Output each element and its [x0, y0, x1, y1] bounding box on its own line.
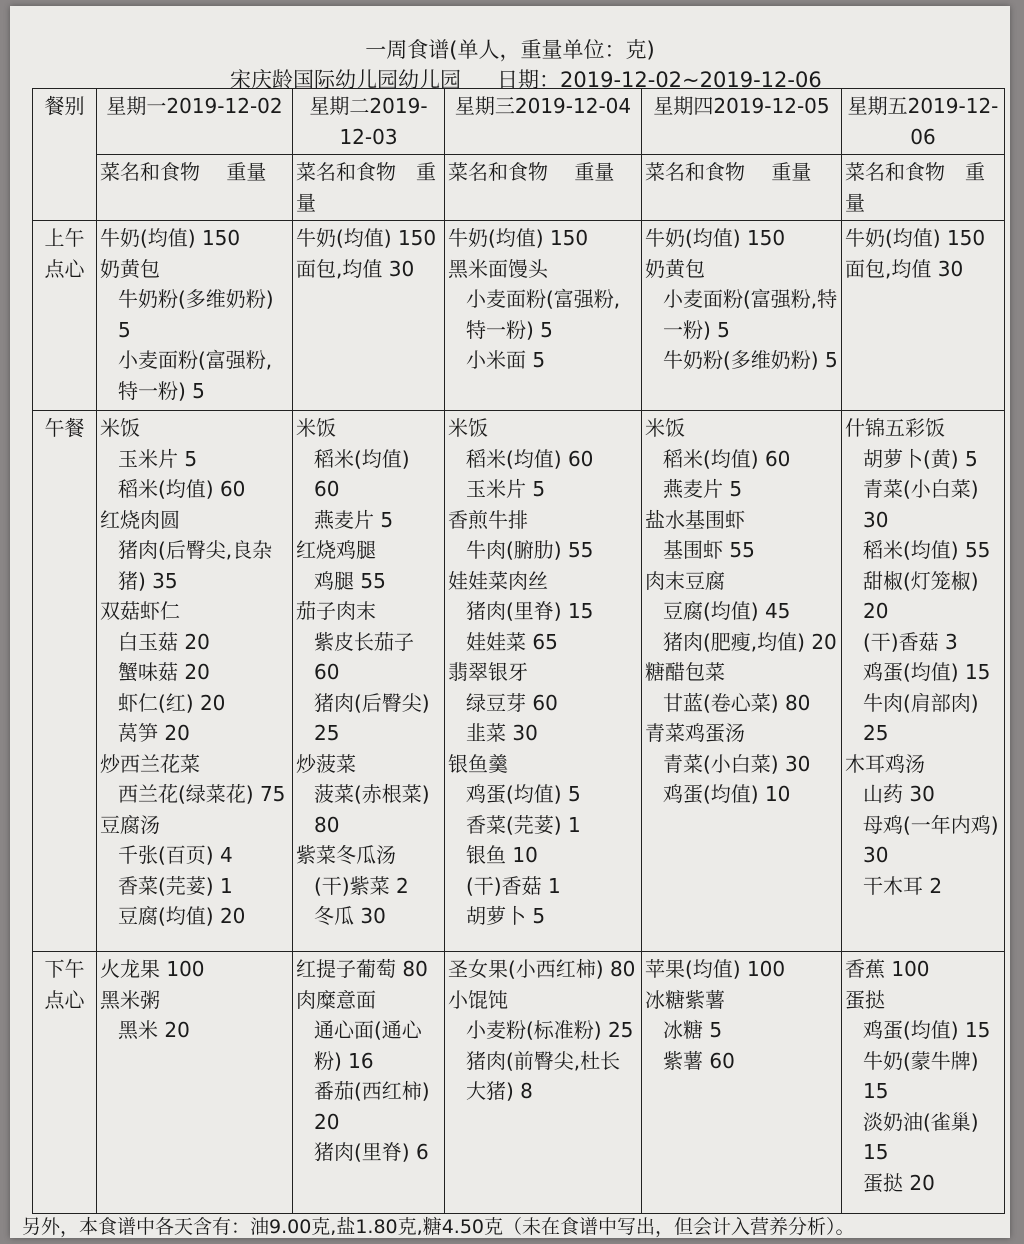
ingredient-line: 小麦面粉(富强粉,特一粉) 5: [118, 348, 273, 403]
dish-line: 冰糖紫薯: [645, 987, 725, 1012]
dish-line: 米饭: [448, 416, 488, 440]
ingredient-line: 胡萝卜(黄) 5: [863, 446, 978, 471]
ingredient-line: 胡萝卜 5: [466, 904, 546, 928]
ingredient-line: 鸡蛋(均值) 10: [663, 782, 791, 806]
ingredient-line: 莴笋 20: [118, 721, 190, 745]
document-title: 一周食谱(单人，重量单位：克): [365, 38, 655, 62]
menu-cell: [97, 411, 293, 952]
ingredient-line: 青菜(小白菜) 30: [863, 477, 979, 532]
ingredient-line: 猪肉(后臀尖) 25: [314, 690, 430, 745]
menu-cell: [97, 952, 293, 1214]
ingredient-line: 蟹味菇 20: [118, 660, 210, 684]
menu-cell: [97, 221, 293, 411]
ingredient-line: 小麦面粉(富强粉,特一粉) 5: [466, 287, 621, 342]
ingredient-line: 玉米片 5: [466, 477, 546, 501]
menu-row-morning-snack: [33, 221, 1005, 411]
dish-line: 黑米面馒头: [448, 256, 548, 281]
ingredient-line: 黑米 20: [118, 1018, 190, 1042]
dish-line: 火龙果 100: [100, 957, 205, 981]
dish-line: 翡翠银牙: [448, 660, 528, 684]
ingredient-line: 猪肉(后臀尖,良杂猪) 35: [118, 538, 273, 593]
menu-cell: [293, 411, 445, 952]
ingredient-line: 母鸡(一年内鸡) 30: [863, 812, 999, 867]
dish-line: 牛奶(均值) 150: [448, 226, 589, 250]
ingredient-line: 牛肉(腑肋) 55: [466, 538, 594, 562]
ingredient-line: 鸡腿 55: [314, 568, 386, 593]
ingredient-line: 猪肉(里脊) 15: [466, 599, 594, 623]
dish-line: 小馄饨: [448, 987, 508, 1012]
dish-line: 炒西兰花菜: [100, 751, 200, 776]
menu-cell: [642, 952, 842, 1214]
ingredient-line: 紫皮长茄子 60: [314, 629, 414, 684]
day-header: 星期一2019-12-02: [97, 89, 293, 155]
dish-line: 红烧鸡腿: [296, 538, 376, 562]
day-header: 星期四2019-12-05: [642, 89, 842, 155]
ingredient-line: 牛奶粉(多维奶粉) 5: [118, 287, 274, 342]
dish-line: 肉末豆腐: [645, 568, 725, 593]
ingredient-line: 菠菜(赤根菜) 80: [314, 782, 430, 837]
ingredient-line: 绿豆芽 60: [466, 690, 558, 715]
ingredient-line: 鸡蛋(均值) 15: [863, 1018, 991, 1042]
menu-cell: [842, 221, 1005, 411]
menu-cell: [293, 221, 445, 411]
dish-line: 炒菠菜: [296, 751, 356, 776]
dish-line: 圣女果(小西红柿) 80: [448, 957, 636, 981]
dish-line: 银鱼羹: [448, 751, 508, 776]
meal-column-header: 餐别: [33, 89, 97, 221]
ingredient-line: 银鱼 10: [466, 843, 538, 867]
ingredient-line: 甜椒(灯笼椒) 20: [863, 568, 979, 623]
dish-line: 肉糜意面: [296, 987, 376, 1012]
weekly-menu-table: [32, 88, 1005, 1214]
dish-line: 什锦五彩饭: [845, 416, 945, 440]
ingredient-line: 豆腐(均值) 20: [118, 904, 246, 928]
ingredient-line: 娃娃菜 65: [466, 629, 558, 654]
ingredient-line: 猪肉(肥瘦,均值) 20: [663, 629, 837, 654]
column-subheader: 菜名和食物 重量: [293, 155, 445, 221]
ingredient-line: (干)香菇 3: [863, 629, 958, 654]
dish-line: 苹果(均值) 100: [645, 957, 786, 981]
dish-line: 米饭: [296, 416, 336, 440]
ingredient-line: 小麦粉(标准粉) 25: [466, 1018, 634, 1042]
dish-line: 糖醋包菜: [645, 660, 725, 684]
ingredient-line: 稻米(均值) 60: [118, 477, 246, 501]
day-header: 星期五2019-12-06: [842, 89, 1005, 155]
dish-line: 奶黄包: [645, 256, 705, 281]
dish-line: 牛奶(均值) 150: [845, 226, 986, 250]
ingredient-line: 小麦面粉(富强粉,特一粉) 5: [663, 287, 838, 342]
ingredient-line: 冰糖 5: [663, 1018, 723, 1042]
menu-cell: [642, 221, 842, 411]
menu-cell: [842, 411, 1005, 952]
ingredient-line: 甘蓝(卷心菜) 80: [663, 690, 811, 715]
dish-line: 紫菜冬瓜汤: [296, 843, 396, 867]
ingredient-line: 猪肉(前臀尖,杜长大猪) 8: [466, 1048, 621, 1103]
ingredient-line: 牛奶(蒙牛牌) 15: [863, 1048, 979, 1103]
dish-line: 茄子肉末: [296, 599, 376, 623]
ingredient-line: 稻米(均值) 60: [466, 446, 594, 471]
menu-cell: [642, 411, 842, 952]
dish-line: 豆腐汤: [100, 812, 160, 837]
day-header: 星期二2019-12-03: [293, 89, 445, 155]
ingredient-line: 山药 30: [863, 782, 935, 806]
ingredient-line: 鸡蛋(均值) 15: [863, 660, 991, 684]
menu-cell: [842, 952, 1005, 1214]
date-range: 日期：2019-12-02~2019-12-06: [497, 68, 822, 92]
menu-cell: [293, 952, 445, 1214]
menu-cell: [445, 221, 642, 411]
ingredient-line: 猪肉(里脊) 6: [314, 1140, 429, 1164]
column-subheader: 菜名和食物 重量: [97, 155, 293, 221]
dish-line: 奶黄包: [100, 256, 160, 281]
ingredient-line: 基围虾 55: [663, 538, 755, 562]
ingredient-line: 燕麦片 5: [663, 477, 743, 501]
ingredient-line: 稻米(均值) 60: [663, 446, 791, 471]
ingredient-line: 青菜(小白菜) 30: [663, 751, 811, 776]
ingredient-line: 鸡蛋(均值) 5: [466, 782, 581, 806]
ingredient-line: (干)香菇 1: [466, 873, 561, 898]
ingredient-line: 千张(百页) 4: [118, 843, 233, 867]
dish-line: 牛奶(均值) 150: [100, 226, 241, 250]
ingredient-line: 蛋挞 20: [863, 1170, 935, 1195]
ingredient-line: 通心面(通心粉) 16: [314, 1018, 422, 1073]
dish-line: 青菜鸡蛋汤: [645, 721, 745, 745]
ingredient-line: 小米面 5: [466, 348, 546, 372]
column-subheader: 菜名和食物 重量: [445, 155, 642, 221]
ingredient-line: 豆腐(均值) 45: [663, 599, 791, 623]
dish-line: 米饭: [100, 416, 140, 440]
dish-line: 双菇虾仁: [100, 599, 180, 623]
dish-line: 香蕉 100: [845, 957, 930, 981]
dish-line: 娃娃菜肉丝: [448, 568, 548, 593]
paper-sheet: [10, 6, 1010, 1238]
ingredient-line: 牛奶粉(多维奶粉) 5: [663, 348, 838, 372]
ingredient-line: 牛肉(肩部肉) 25: [863, 690, 979, 745]
menu-row-lunch: [33, 411, 1005, 952]
ingredient-line: 西兰花(绿菜花) 75: [118, 782, 286, 806]
ingredient-line: 香菜(芫荽) 1: [118, 873, 233, 898]
ingredient-line: (干)紫菜 2: [314, 873, 409, 898]
menu-cell: [445, 952, 642, 1214]
dish-line: 面包,均值 30: [296, 256, 415, 281]
ingredient-line: 玉米片 5: [118, 446, 198, 471]
footer-note: 另外，本食谱中各天含有：油9.00克,盐1.80克,糖4.50克（未在食谱中写出，但会计入营养分析）。: [22, 1216, 855, 1238]
dish-line: 黑米粥: [100, 987, 160, 1012]
dish-line: 蛋挞: [845, 987, 885, 1012]
ingredient-line: 冬瓜 30: [314, 904, 386, 928]
day-header: 星期三2019-12-04: [445, 89, 642, 155]
meal-label: 下午点心: [33, 952, 97, 1214]
dish-line: 牛奶(均值) 150: [645, 226, 786, 250]
ingredient-line: 韭菜 30: [466, 721, 538, 745]
column-subheader: 菜名和食物 重量: [642, 155, 842, 221]
ingredient-line: 燕麦片 5: [314, 507, 394, 532]
menu-cell: [445, 411, 642, 952]
ingredient-line: 紫薯 60: [663, 1048, 735, 1073]
ingredient-line: 淡奶油(雀巢) 15: [863, 1109, 979, 1164]
menu-row-afternoon-snack: [33, 952, 1005, 1214]
dish-line: 红提子葡萄 80: [296, 957, 428, 981]
dish-line: 香煎牛排: [448, 507, 528, 532]
column-subheader: 菜名和食物 重量: [842, 155, 1005, 221]
dish-line: 盐水基围虾: [645, 507, 745, 532]
ingredient-line: 干木耳 2: [863, 873, 943, 898]
meal-label: 午餐: [33, 411, 97, 952]
dish-line: 牛奶(均值) 150: [296, 226, 437, 250]
school-name: 宋庆龄国际幼儿园幼儿园: [230, 68, 461, 92]
ingredient-line: 虾仁(红) 20: [118, 690, 226, 715]
ingredient-line: 稻米(均值) 55: [863, 538, 991, 562]
ingredient-line: 香菜(芫荽) 1: [466, 812, 581, 837]
ingredient-line: 稻米(均值) 60: [314, 446, 410, 501]
meal-label: 上午点心: [33, 221, 97, 411]
dish-line: 红烧肉圆: [100, 507, 180, 532]
ingredient-line: 番茄(西红柿) 20: [314, 1079, 430, 1134]
dish-line: 面包,均值 30: [845, 256, 964, 281]
dish-line: 米饭: [645, 416, 685, 440]
ingredient-line: 白玉菇 20: [118, 629, 210, 654]
dish-line: 木耳鸡汤: [845, 751, 925, 776]
